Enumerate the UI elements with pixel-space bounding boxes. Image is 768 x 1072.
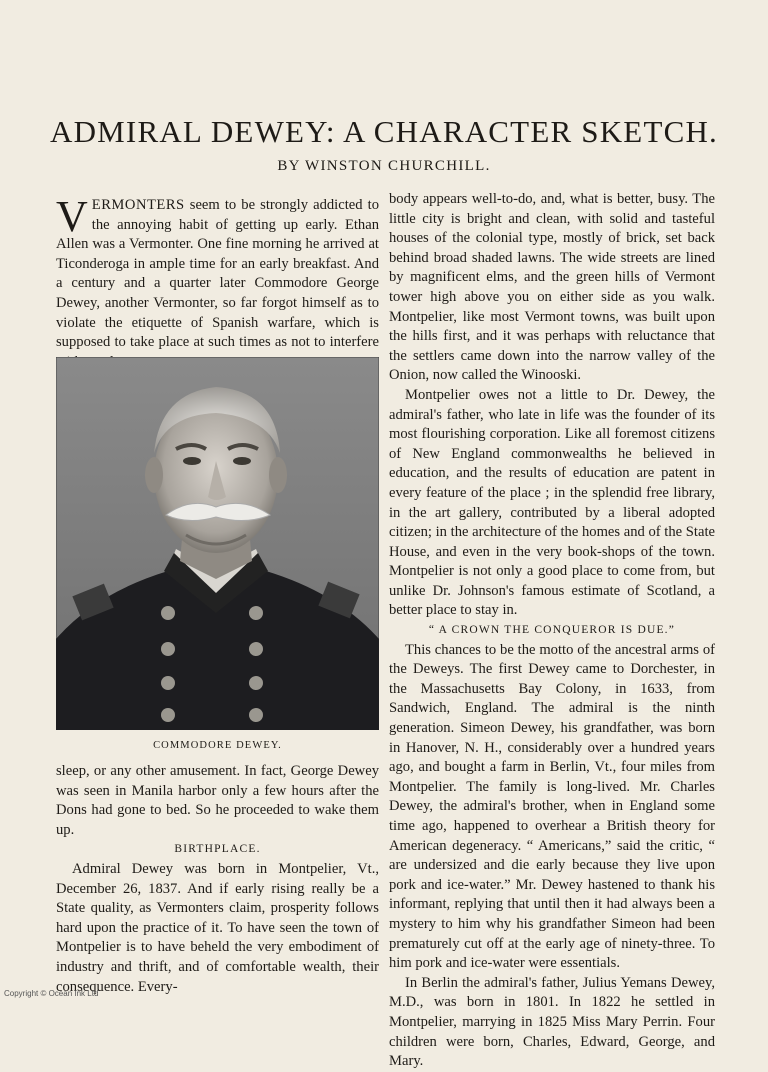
left-column-intro (56, 192, 379, 372)
intro-paragraph (56, 192, 379, 372)
article-byline: BY WINSTON CHURCHILL. (277, 158, 491, 174)
drop-cap: V (56, 192, 88, 241)
portrait-image (56, 357, 379, 730)
intro-smallcaps: ERMONTERS (91, 197, 185, 213)
intro-text: seem to be strongly addicted to the annoying habit of getting up early. Ethan Allen was a Vermonter. One fine morning he arrived at Ticonderoga in ample time for an early breakfast. And a century and a quarter later Commodore George Dewey, another Vermonter, so far forgot himself as to violate the etiquette of Spanish warfare, which is supposed to take place at such times as not to interfere (56, 197, 379, 351)
birthplace-paragraph: Admiral Dewey was born in Montpelier, Vt., December 26, 1837. And if early rising really be a State quality, as Vermonters claim, prosperity follows hard upon the practice of it. To have seen the town of Montpelier is to have beheld the very embodiment of industry and thrift, and of comfortable wealth, their consequence. Every- (56, 860, 379, 995)
left-column-continuation (56, 762, 379, 997)
continuation-paragraph: sleep, or any other amusement. In fact, George Dewey was seen in Manila harbor only a few hours after the Dons had gone to bed. So he proceeded to wake them up. (56, 763, 379, 838)
right-column (389, 190, 715, 1072)
section-heading-birthplace: BIRTHPLACE. (174, 843, 261, 856)
right-paragraph-3: This chances to be the motto of the ancestral arms of the Deweys. The first Dewey came to Dorchester, in the Massachusetts Bay Colony, in 1633, from Sandwich, England. The admiral is the ninth generation. Simeon Dewey, his grandfather, was born in Hanover, N. H., considerably over a hundred years ago, and bought a farm in Berlin, Vt., four miles from Montpelier. The family is long-lived. Mr. Charles Dewey, the admiral's brother, when in England some time ago, happened to overhear a British theory for American degeneracy. “ Americans,” said the critic, “ are undersized and die early because they live upon pork and ice-water.” Mr. Dewey hastened to thank his informant, replying that until then it had always been a mystery to him why his grandfather Simeon had been prematurely cut off at the early age of ninety-three. To him pork and ice-water were essentials. (389, 641, 715, 972)
article-title: ADMIRAL DEWEY: A CHARACTER SKETCH. (49, 114, 718, 149)
portrait-caption: COMMODORE DEWEY. (153, 740, 282, 751)
right-paragraph-4: In Berlin the admiral's father, Julius Yemans Dewey, M.D., was born in 1801. In 1822 he settled in Montpelier, marrying in 1825 Miss Mary Perrin. Four children were born, Charles, Edward, George, and Mary. (389, 974, 715, 1070)
right-paragraph-2: Montpelier owes not a little to Dr. Dewey, the admiral's father, who late in life was the founder of its most flourishing corporation. Like all foremost citizens of New England commonwealths he believed in education, and the results of education are patent in every feature of the place ; in the splendid free library, in the art gallery, contributed by a liberal adopted citizen; in the architecture of the homes and of the State House, and even in the very book-shops of the town. Montpelier is not only a good place to come from, but unlike Dr. Johnson's famous estimate of Scotland, a better place to stay in. (389, 386, 715, 619)
portrait-photo (56, 357, 379, 730)
copyright-notice: Copyright © Ocean Ink Ltd (4, 989, 99, 998)
section-heading-crown: “ A CROWN THE CONQUEROR IS DUE.” (428, 624, 676, 637)
right-paragraph-1: body appears well-to-do, and, what is better, busy. The little city is bright and clean, with solid and tasteful houses of the colonial type, mostly of brick, set back behind broad shaded lawns. The wide streets are lined by magnificent elms, and the green hills of Vermont tower high above you on either side as you walk. Montpelier, like most Vermont towns, was built upon the hills first, and it was perhaps with reluctance that the settlers came down into the narrow valley of the Onion, now called the Winooski. (389, 191, 715, 384)
